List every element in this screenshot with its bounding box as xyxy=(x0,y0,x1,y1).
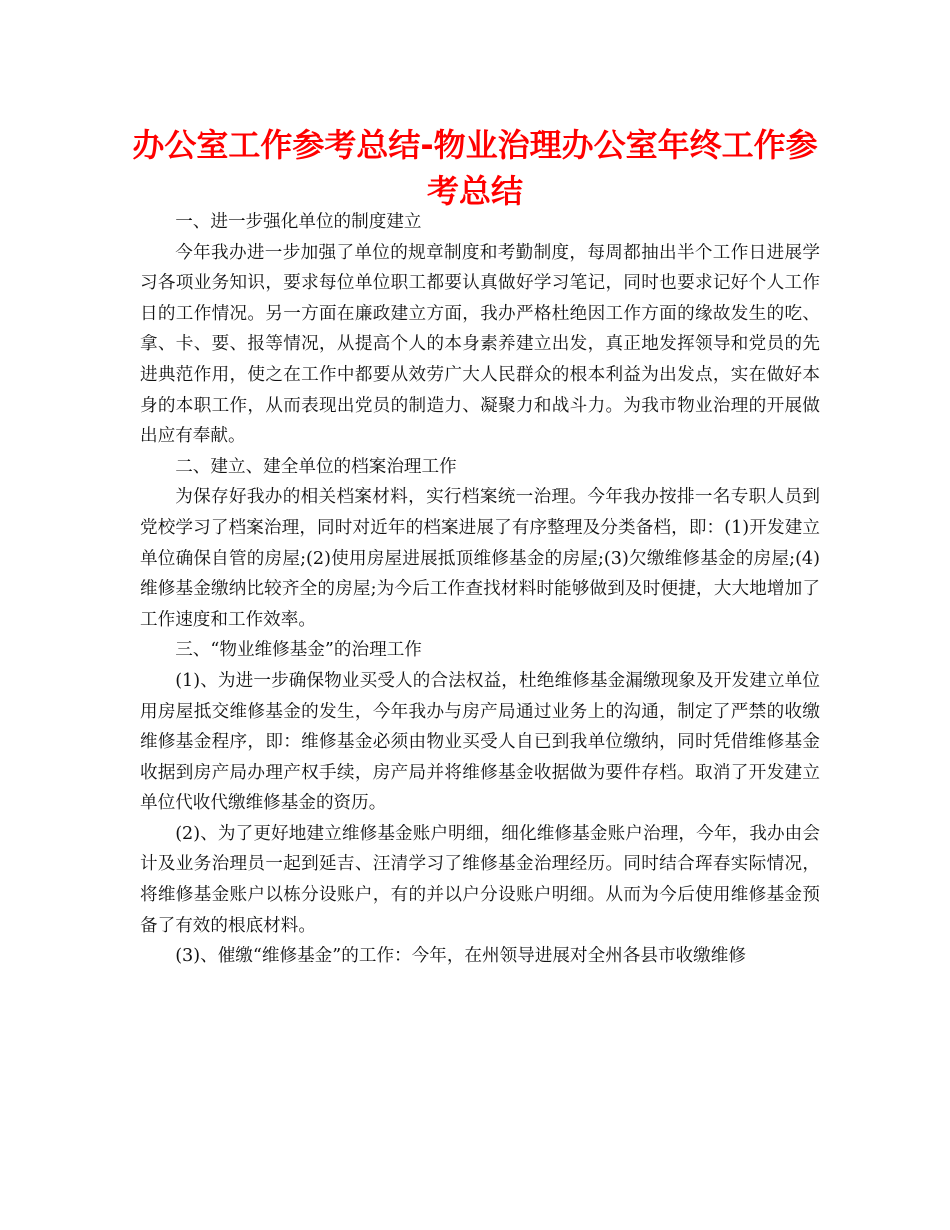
paragraph: 为保存好我办的相关档案材料，实行档案统一治理。今年我办按排一名专职人员到党校学习了档案治理，同时对近年的档案进展了有序整理及分类备档，即：(1)开发建立单位确保自管的房屋;(2)使用房屋进展抵顶维修基金的房屋;(3)欠缴维修基金的房屋;(4)维修基金缴纳比较齐全的房屋;为今后工作查找材料时能够做到及时便捷，大大地增加了工作速度和工作效率。 xyxy=(140,487,820,630)
document-body xyxy=(140,207,820,972)
section-heading-2: 二、建立、建全单位的档案治理工作 xyxy=(175,456,457,477)
document-title: 办公室工作参考总结-物业治理办公室年终工作参考总结 xyxy=(132,126,818,210)
section-heading-3: 三、“物业维修基金”的治理工作 xyxy=(175,640,422,661)
paragraph: (3)、催缴“维修基金”的工作：今年，在州领导进展对全州各县市收缴维修 xyxy=(175,946,746,967)
paragraph: (1)、为进一步确保物业买受人的合法权益，杜绝维修基金漏缴现象及开发建立单位用房屋抵交维修基金的发生，今年我办与房产局通过业务上的沟通，制定了严禁的收缴维修基金程序，即：维修基金必须由物业买受人自已到我单位缴纳，同时凭借维修基金收据到房产局办理产权手续，房产局并将维修基金收据做为要件存档。取消了开发建立单位代收代缴维修基金的资历。 xyxy=(140,670,820,814)
paragraph: 今年我办进一步加强了单位的规章制度和考勤制度，每周都抽出半个工作日进展学习各项业务知识，要求每位单位职工都要认真做好学习笔记，同时也要求记好个人工作日的工作情况。另一方面在廉政建立方面，我办严格杜绝因工作方面的缘故发生的吃、拿、卡、要、报等情况，从提高个人的本身素养建立出发，真正地发挥领导和党员的先进典范作用，使之在工作中都要从效劳广大人民群众的根本利益为出发点，实在做好本身的本职工作，从而表现出党员的制造力、凝聚力和战斗力。为我市物业治理的开展做出应有奉献。 xyxy=(140,242,820,447)
paragraph: (2)、为了更好地建立维修基金账户明细，细化维修基金账户治理，今年，我办由会计及业务治理员一起到延吉、汪清学习了维修基金治理经历。同时结合珲春实际情况，将维修基金账户以栋分设账户，有的并以户分设账户明细。从而为今后使用维修基金预备了有效的根底材料。 xyxy=(140,823,820,936)
section-heading-1: 一、进一步强化单位的制度建立 xyxy=(175,212,422,232)
